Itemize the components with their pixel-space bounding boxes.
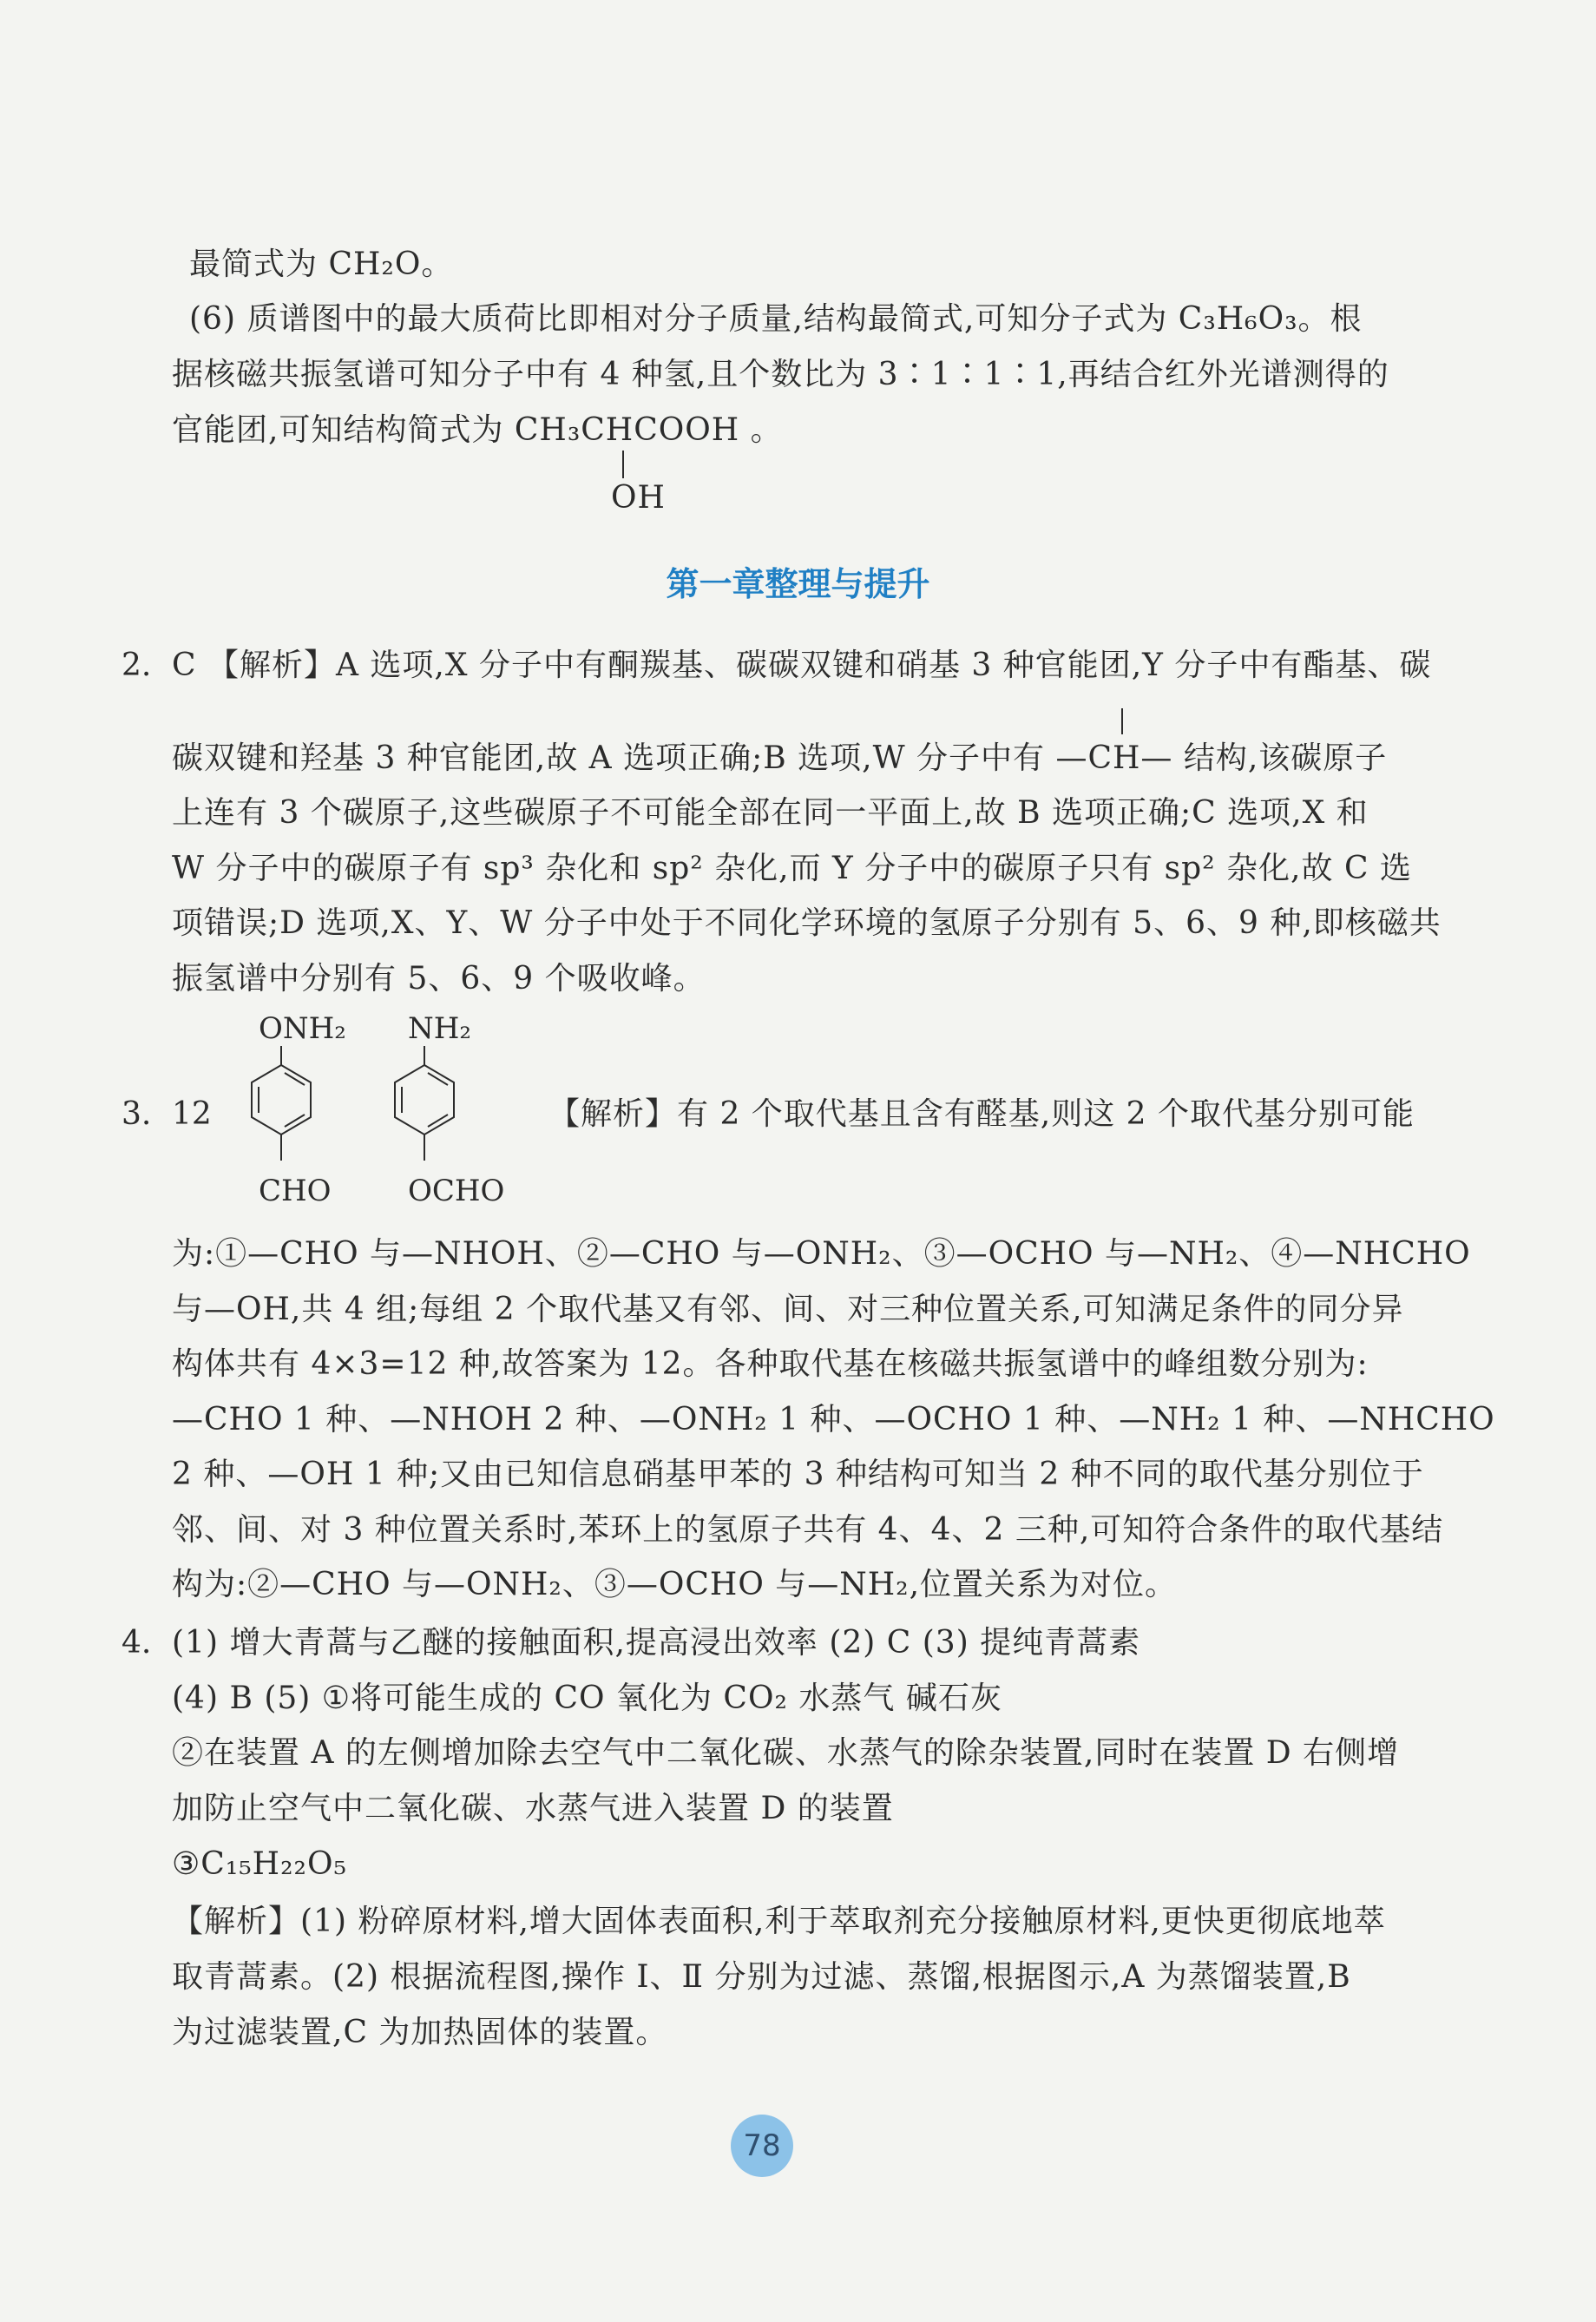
q2-line-3: 上连有 3 个碳原子,这些碳原子不可能全部在同一平面上,故 B 选项正确;C 选项,X 和 <box>172 795 1369 831</box>
q3-line-5: —CHO 1 种、—NHOH 2 种、—ONH₂ 1 种、—OCHO 1 种、—NH₂ 1 种、—NHCHO <box>172 1402 1495 1437</box>
oh-branch-label: OH <box>611 480 666 516</box>
q4-line-5: ③C₁₅H₂₂O₅ <box>172 1846 347 1882</box>
q4-number: 4. <box>122 1625 152 1661</box>
ch-bond-mark <box>1121 708 1123 734</box>
q3-line-1: 【解析】有 2 个取代基且含有醛基,则这 2 个取代基分别可能 <box>548 1096 1415 1132</box>
q2-line-1: C 【解析】A 选项,X 分子中有酮羰基、碳碳双键和硝基 3 种官能团,Y 分子中有酯基、碳 <box>172 648 1432 683</box>
q4-line-2: (4) B (5) ①将可能生成的 CO 氧化为 CO₂ 水蒸气 碱石灰 <box>172 1681 1002 1716</box>
q2-line-2: 碳双键和羟基 3 种官能团,故 A 选项正确;B 选项,W 分子中有 —CH— 结构,该碳原子 <box>172 740 1388 776</box>
struct1-bottom-group: CHO <box>259 1174 332 1208</box>
q2-line-6: 振氢谱中分别有 5、6、9 个吸收峰。 <box>172 961 706 997</box>
q3-line-4: 构体共有 4×3=12 种,故答案为 12。各种取代基在核磁共振氢谱中的峰组数分别为: <box>172 1346 1369 1382</box>
q2-number: 2. <box>122 648 152 683</box>
q3-line-3: 与—OH,共 4 组;每组 2 个取代基又有邻、间、对三种位置关系,可知满足条件的同分异 <box>172 1292 1404 1327</box>
page-number-badge: 78 <box>731 2115 793 2177</box>
q4-line-3: ②在装置 A 的左侧增加除去空气中二氧化碳、水蒸气的除杂装置,同时在装置 D 右侧增 <box>172 1735 1400 1771</box>
q2-line-4: W 分子中的碳原子有 sp³ 杂化和 sp² 杂化,而 Y 分子中的碳原子只有 sp² 杂化,故 C 选 <box>172 851 1412 886</box>
benzene-ring-icon <box>384 1046 464 1168</box>
intro-line-3: 据核磁共振氢谱可知分子中有 4 种氢,且个数比为 3∶1∶1∶1,再结合红外光谱测得的 <box>172 357 1389 392</box>
q3-line-8: 构为:②—CHO 与—ONH₂、③—OCHO 与—NH₂,位置关系为对位。 <box>172 1567 1178 1602</box>
intro-line-2: (6) 质谱图中的最大质荷比即相对分子质量,结构最简式,可知分子式为 C₃H₆O₃。根 <box>189 301 1363 337</box>
struct2-top-group: NH₂ <box>408 1011 472 1046</box>
q2-line-5: 项错误;D 选项,X、Y、W 分子中处于不同化学环境的氢原子分别有 5、6、9 种,即核磁共 <box>172 905 1442 941</box>
q3-line-6: 2 种、—OH 1 种;又由已知信息硝基甲苯的 3 种结构可知当 2 种不同的取代基分别位于 <box>172 1457 1424 1492</box>
q3-line-7: 邻、间、对 3 种位置关系时,苯环上的氢原子共有 4、4、2 三种,可知符合条件的取代基结 <box>172 1512 1444 1548</box>
q4-line-6: 【解析】(1) 粉碎原材料,增大固体表面积,利于萃取剂充分接触原材料,更快更彻底地萃 <box>172 1904 1386 1939</box>
struct2-bottom-group: OCHO <box>408 1174 505 1208</box>
q3-number: 3. <box>122 1096 152 1132</box>
intro-line-1: 最简式为 CH₂O。 <box>189 247 454 282</box>
q4-line-1: (1) 增大青蒿与乙醚的接触面积,提高浸出效率 (2) C (3) 提纯青蒿素 <box>172 1625 1141 1661</box>
intro-line-4: 官能团,可知结构简式为 CH₃CHCOOH 。 <box>172 412 783 448</box>
q4-line-4: 加防止空气中二氧化碳、水蒸气进入装置 D 的装置 <box>172 1791 894 1826</box>
struct1-top-group: ONH₂ <box>259 1011 346 1046</box>
q3-line-2: 为:①—CHO 与—NHOH、②—CHO 与—ONH₂、③—OCHO 与—NH₂、④—NHCHO <box>172 1236 1471 1272</box>
section-heading: 第一章整理与提升 <box>666 565 930 603</box>
q4-line-7: 取青蒿素。(2) 根据流程图,操作 Ⅰ、Ⅱ 分别为过滤、蒸馏,根据图示,A 为蒸馏装置,B <box>172 1959 1351 1995</box>
benzene-ring-icon <box>241 1046 321 1168</box>
q3-answer: 12 <box>172 1096 212 1132</box>
branch-bond <box>622 451 624 478</box>
q4-line-8: 为过滤装置,C 为加热固体的装置。 <box>172 2015 668 2050</box>
